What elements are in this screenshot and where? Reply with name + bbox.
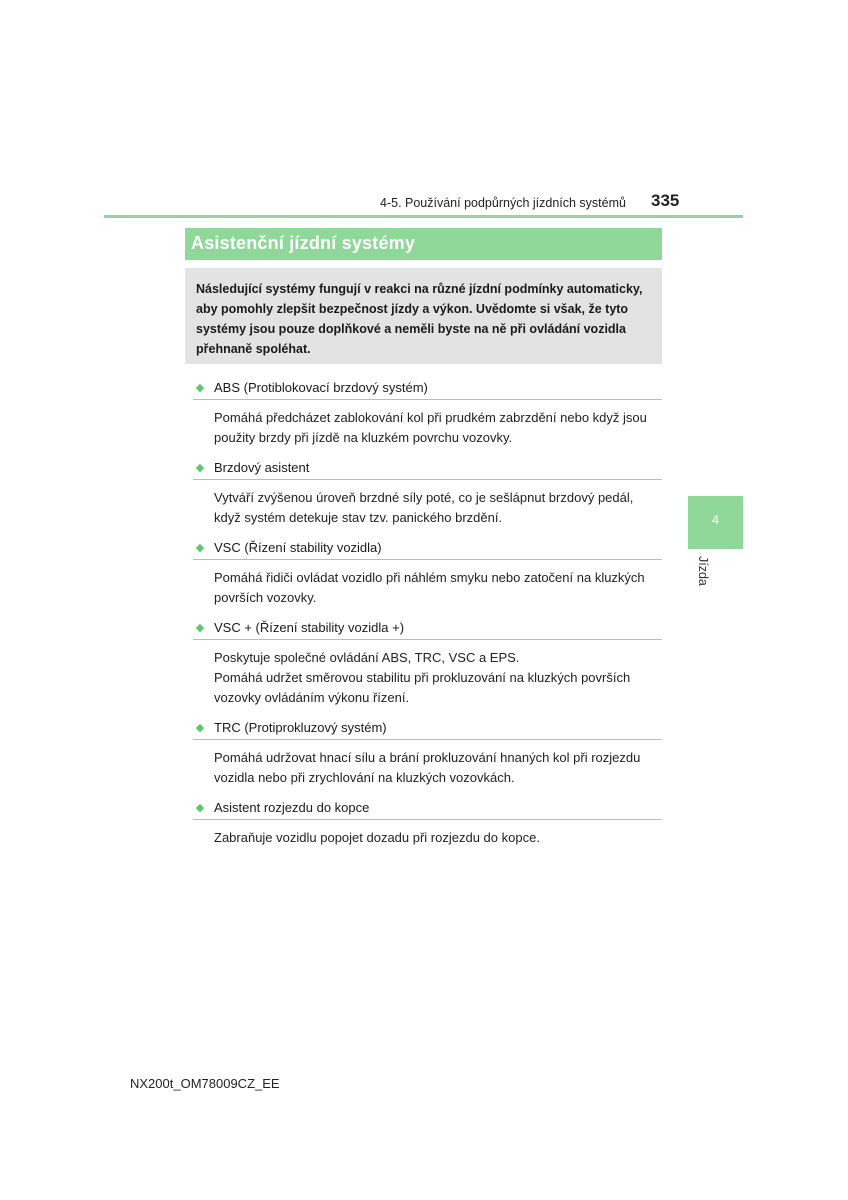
intro-text: Následující systémy fungují v reakci na různé jízdní podmínky automaticky, aby pomohly zlepšit bezpečnost jízdy a výkon. Uvědomte si však, že tyto systémy jsou pouze doplňkové a neměli byste na ně při ovládání vozidla přehnaně spoléhat. [196, 282, 643, 356]
system-name: Asistent rozjezdu do kopce [214, 800, 370, 815]
system-description: Pomáhá udržovat hnací sílu a brání prokluzování hnaných kol při rozjezdu vozidla nebo při zrychlování na kluzkých vozovkách. [214, 750, 641, 785]
page-number: 335 [651, 191, 680, 210]
system-heading [193, 716, 662, 740]
systems-list [193, 376, 662, 856]
system-name: Brzdový asistent [214, 460, 310, 475]
title-bar [185, 228, 662, 260]
system-heading [193, 376, 662, 400]
system-item [193, 796, 662, 856]
system-name: ABS (Protiblokovací brzdový systém) [214, 380, 428, 395]
system-description: Zabraňuje vozidlu popojet dozadu při rozjezdu do kopce. [214, 830, 540, 845]
system-item [193, 376, 662, 456]
document-code: NX200t_OM78009CZ_EE [130, 1076, 280, 1091]
system-description: Pomáhá předcházet zablokování kol při prudkém zabrzdění nebo když jsou použity brzdy při jízdě na kluzkém povrchu vozovky. [214, 410, 647, 445]
diamond-bullet-icon: ◆ [195, 382, 205, 394]
chapter-label: Jízda [696, 556, 710, 586]
diamond-bullet-icon: ◆ [195, 622, 205, 634]
system-heading [193, 456, 662, 480]
diamond-bullet-icon: ◆ [195, 542, 205, 554]
system-heading [193, 796, 662, 820]
system-name: TRC (Protiprokluzový systém) [214, 720, 387, 735]
system-description: Vytváří zvýšenou úroveň brzdné síly poté, co je sešlápnut brzdový pedál, když systém detekuje stav tzv. panického brzdění. [214, 490, 634, 525]
diamond-bullet-icon: ◆ [195, 802, 205, 814]
system-item [193, 616, 662, 716]
section-header: 4-5. Používání podpůrných jízdních systémů [380, 196, 626, 210]
system-name: VSC (Řízení stability vozidla) [214, 540, 382, 555]
system-description: Pomáhá řidiči ovládat vozidlo při náhlém smyku nebo zatočení na kluzkých površích vozovky. [214, 570, 645, 605]
header-divider [104, 215, 743, 218]
chapter-tab [688, 496, 743, 549]
chapter-number: 4 [711, 512, 720, 527]
system-item [193, 716, 662, 796]
system-item [193, 456, 662, 536]
system-name: VSC + (Řízení stability vozidla +) [214, 620, 405, 635]
intro-box [185, 268, 662, 364]
system-description-line: Pomáhá udržet směrovou stabilitu při prokluzování na kluzkých površích vozovky ovládáním výkonu řízení. [214, 670, 631, 705]
system-heading [193, 616, 662, 640]
system-description [193, 640, 662, 716]
system-item [193, 536, 662, 616]
diamond-bullet-icon: ◆ [195, 722, 205, 734]
system-heading [193, 536, 662, 560]
diamond-bullet-icon: ◆ [195, 462, 205, 474]
system-description-line: Poskytuje společné ovládání ABS, TRC, VSC a EPS. [214, 650, 520, 665]
page-title: Asistenční jízdní systémy [191, 233, 416, 253]
